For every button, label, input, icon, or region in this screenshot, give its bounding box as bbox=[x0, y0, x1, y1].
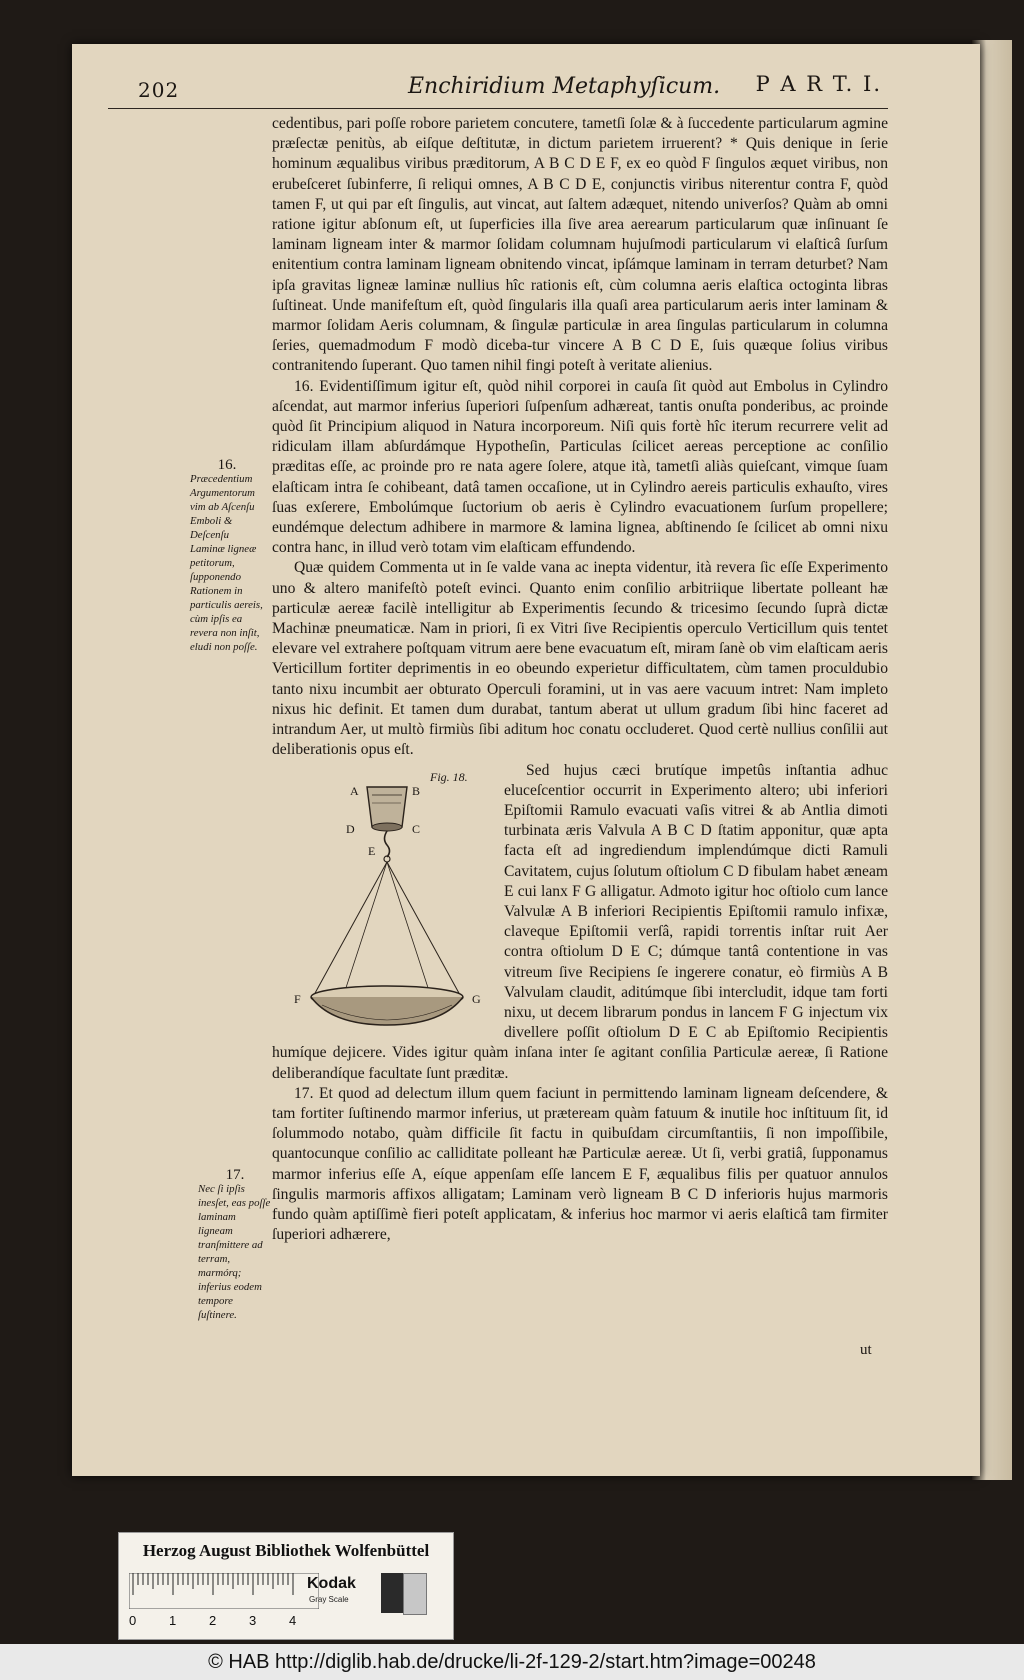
body-text bbox=[272, 114, 888, 1245]
kodak-logo: Kodak bbox=[307, 1575, 356, 1592]
part-label: P A R T. I. bbox=[755, 72, 882, 96]
scale-ruler bbox=[129, 1573, 319, 1609]
figure-label-b: B bbox=[412, 783, 421, 798]
scale-number-2: 2 bbox=[209, 1613, 217, 1628]
running-head: Enchiridium Metaphyſicum. bbox=[408, 74, 721, 99]
paragraph-2: 16. Evidentiſſimum igitur eſt, quòd nihil corporei in cauſa ſit quòd aut Embolus in Cylindro aſcendat, aut marmor inferius ſuperiori ſuſpenſum adhæreat, tantis onuſta ponderibus, ac proinde quòd ſit Principium aliquod in Natura incorporeum. Niſi quis fortè hîc iterum recurrere velit ad ridiculam illam abſurdámque Hypotheſin, Particulas ſcilicet aereas perceptione ac conſilio præditas eſſe, ac proinde pro re nata agere ſolere, atque ità, tametſi aliàs quieſcant, vimque ſuam elaſticam intra ſe cohibeant, datâ tamen occaſione, ut in Cylindro aereis particulis exhauſto, vires ſuas exſerere, Embolúmque ſuctorium ob aeris è Cylindro evacuationem ſurſum propellere; eundémque delectum adhibere in marmore & lamina lignea, abſtinendo ſe ſcilicet ab omni nixu contra hanc, in illud verò totam vim elaſticam effundendo. bbox=[272, 377, 888, 557]
balance-valve-illustration bbox=[272, 767, 490, 1029]
figure-label-f: F bbox=[294, 991, 301, 1006]
paragraph-4: Sed hujus cæci brutíque impetûs inſtantia adhuc eluceſcentior occurrit in Experimento altero; ubi inferiori Epiſtomii Ramulo evacuati vaſis vitrei & ab Antlia dimoti turbinata æris Valvula A B C D ſtatim apponitur, quæ apta facta eſt ad ingrediendum implendúmque dicti Ramuli Cavitatem, cujus ſolutum oſtiolum C D fibulam habet æneam E cui lanx F G alligatur. Admoto igitur hoc oſtiolo cum lance Valvulæ A B inferiori Recipientis Epiſtomii ramulo infixæ, claveque Epiſtomii verſâ, rapidi torrentis inſtar ruit Aer contra oſtiolum D E C; dúmque tantâ contentione in vas vitreum ſive Recipiens ſe ingerere conatur, eò firmiùs A B Valvulam claudit, aditúmque ſibi intercludit, idque tam forti nixu, ut decem librarum pondus in lancem F G injectum vix divellere poſſit oſtiolum D E C ab Epiſtomio Recipientis humíque dejicere. Vides igitur quàm inſana inter ſe agitant conſilia Particulæ aereæ, ſi Ratione deliberandíque facultate ſunt præditæ. bbox=[272, 761, 888, 1082]
library-name: Herzog August Bibliothek Wolfenbüttel bbox=[142, 1541, 430, 1560]
scale-number-0: 0 bbox=[129, 1613, 137, 1628]
page-number: 202 bbox=[138, 78, 180, 102]
scale-number-4: 4 bbox=[289, 1613, 297, 1628]
scale-number-1: 1 bbox=[169, 1613, 177, 1628]
figure-label-a: A bbox=[350, 783, 359, 798]
gray-patch-light bbox=[403, 1573, 427, 1615]
figure-caption: Fig. 18. bbox=[430, 769, 468, 784]
margin-note-17 bbox=[198, 1168, 272, 1322]
margin-note-16 bbox=[190, 458, 264, 654]
figure-label-e: E bbox=[368, 843, 376, 858]
figure-label-g: G bbox=[472, 991, 481, 1006]
library-color-card bbox=[118, 1532, 454, 1640]
copyright-footer: © HAB http://diglib.hab.de/drucke/li-2f-129-2/start.htm?image=00248 bbox=[0, 1644, 1024, 1680]
scale-number-3: 3 bbox=[249, 1613, 257, 1628]
margin-note-17-text: Nec ſi ipſis inesſet, eas poſſe laminam ligneam tranſmittere ad terram, marmórq; inferius eodem tempore ſuſtinere. bbox=[198, 1183, 271, 1321]
gray-patch-dark bbox=[381, 1573, 403, 1613]
margin-note-17-number: 17. bbox=[225, 1167, 245, 1183]
paragraph-3: Quæ quidem Commenta ut in ſe valde vana ac inepta videntur, ità revera ſic eſſe Experimento uno & altero manifeſtò poteſt evinci. Quanto enim conſilio arbitriique libertate polleant hæ particulæ aereæ facilè intelligitur ab Experimentis ſecundo & tricesimo ſecundo ſuprà dictæ Machinæ pneumaticæ. Nam in priori, ſi ex Vitri ſive Recipientis operculo Verticillum quis tentet elevare vel extrahere poſtquam vitrum aere bene evacuatum eſt, miram ſanè ob vim elaſticam aeris Verticillum fortiter deprimentis in eo obeundo experietur difficultatem, cùm tamen proculdubio tanto nixu incumbit aer obturato Operculi foramini, ut in vas aere vacuum intret: Nam impleto nixus hic definit. Et tamen dum durabat, tantum aberat ut ullum gradum ſibi hinc faceret ad intrandum Aer, ut multò firmiùs ſibi aditum hoc conatu occluderet. Quod certè nullius conſilii aut deliberationis opus eſt. bbox=[272, 559, 888, 759]
page-header bbox=[108, 64, 888, 109]
gray-scale-label: Gray Scale bbox=[309, 1595, 349, 1604]
paragraph-1: cedentibus, pari poſſe robore parietem concutere, tametſi ſolæ & à ſuccedente particularum agmine præſectæ penitùs, ab eiſque deſtitutæ, in dictum parietem irruerent? * Quis denique in ſerie hominum æqualibus viribus præditorum, A B C D E F, ex eo quòd F ſingulos æquet viribus, non erubeſceret ſubinferre, ſi reliqui omnes, A B C D E, conjunctis viribus niterentur contra F, quòd tamen F, ut qui par eſt ſingulis, aut vincat, aut ſaltem adæquet, nitendo univerſos? Quàm ab omni ratione igitur abſonum eſt, ut ſuperficies illa ſive area aerearum particularum quæ inſinuant ſe laminam ligneam inter & marmor ſolidam columnam hujuſmodi particularum vi elaſticâ ſurſum enitentium contra laminam ligneam obnitendo vincat, ipſámque laminam in terram deturbet? Nam ipſa gravitas ligneæ laminæ nullius hîc rationis eſt, cùm columna aeris elaſtica octoginta libras ſuſtineat. Unde manifeſtum eſt, quòd ſingularis illa quaſi area particularum aeris inter laminam & marmor ſolidam Aeris columnam, & ſingulæ particulæ in area ſingulas particularum in columna ſeries, quemadmodum F modò diceba-tur vincere A B C D E, ſuis quæque ſolius viribus contranitendo ſuperant. Quo tamen nihil fingi poteſt à veritate alienius. bbox=[272, 115, 888, 375]
figure-18 bbox=[272, 767, 490, 1029]
paragraph-5: 17. Et quod ad delectum illum quem faciunt in permittendo laminam ligneam deſcendere, & tam fortiter ſuſtinendo marmor inferius, ut præteream quàm fatuum & inutile hoc inſtituum ſit, id ſolummodo notabo, quàm difficile ſit factu in quibuſdam circumſtantiis, ſi non impoſſibile, quantocunque conſilio ac calliditate polleant hæ Particulæ aereæ. Ut ſi, verbi gratiâ, ſupponamus marmor inferius eſſe A, eíque appenſam eſſe lancem E F, æqualibus filis per quatuor annulos ſingulis marmoris affixos alligatam; Laminam verò ligneam B C D inferioris hujus marmoris fundo quàm aptiſſimè fieri poteſt applicatam, & inferius hoc marmor vi aeris elaſticâ tam firmiter ſuperiori adhærere, bbox=[272, 1084, 888, 1244]
figure-label-d: D bbox=[346, 821, 355, 836]
margin-note-16-text: Præcedentium Argumentorum vim ab Aſcenſu Emboli & Deſcenſu Laminæ ligneæ petitorum, ſupponendo Rationem in particulis aereis, cùm ipſis ea revera non inſit, eludi non poſſe. bbox=[190, 473, 263, 653]
catchword: ut bbox=[860, 1342, 872, 1358]
figure-label-c: C bbox=[412, 821, 421, 836]
margin-note-16-number: 16. bbox=[217, 457, 237, 473]
